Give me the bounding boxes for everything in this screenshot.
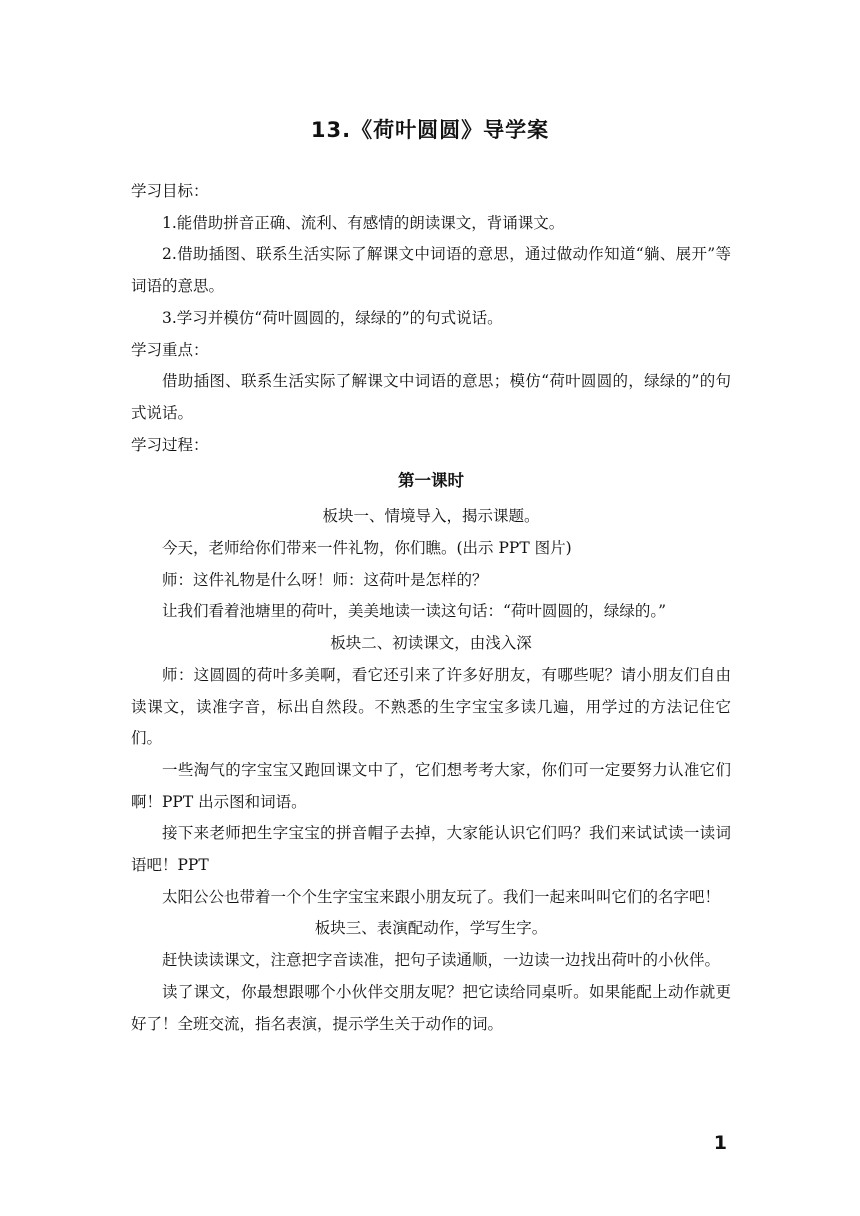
section1-paragraph: 今天，老师给你们带来一件礼物，你们瞧。(出示 PPT 图片)	[162, 539, 572, 558]
section2-paragraph: 一些淘气的字宝宝又跑回课文中了，它们想考考大家，你们可一定要努力认准它们啊！PPT 出示图和词语。	[131, 760, 731, 811]
goals-label: 学习目标：	[131, 182, 209, 200]
section2-heading: 板块二、初读课文，由浅入深	[330, 634, 532, 653]
section2-paragraph: 太阳公公也带着一个个生字宝宝来跟小朋友玩了。我们一起来叫叫它们的名字吧！	[162, 887, 721, 906]
focus-text: 借助插图、联系生活实际了解课文中词语的意思；模仿“荷叶圆圆的，绿绿的”的句式说话。	[131, 372, 731, 422]
lesson-heading: 第一课时	[398, 471, 464, 491]
goal-item-3: 3.学习并模仿“荷叶圆圆的，绿绿的”的句式说话。	[162, 308, 503, 327]
section1-heading: 板块一、情境导入，揭示课题。	[322, 507, 540, 526]
section1-paragraph: 师：这件礼物是什么呀！师：这荷叶是怎样的？	[162, 570, 488, 589]
section2-paragraph: 师：这圆圆的荷叶多美啊，看它还引来了许多好朋友，有哪些呢？请小朋友们自由读课文，读准字音，标出自然段。不熟悉的生字宝宝多读几遍，用学过的方法记住它们。	[131, 665, 731, 748]
goal-item-1: 1.能借助拼音正确、流利、有感情的朗读课文，背诵课文。	[162, 213, 565, 232]
section1-paragraph: 让我们看着池塘里的荷叶，美美地读一读这句话：“荷叶圆圆的，绿绿的。”	[162, 602, 667, 621]
section3-paragraph: 读了课文，你最想跟哪个小伙伴交朋友呢？把它读给同桌听。如果能配上动作就更好了！全班交流，指名表演，提示学生关于动作的词。	[131, 982, 731, 1033]
process-label: 学习过程：	[131, 435, 209, 454]
section3-heading: 板块三、表演配动作，学写生字。	[314, 919, 548, 938]
section3-paragraph: 赶快读读课文，注意把字音读准，把句子读通顺，一边读一边找出荷叶的小伙伴。	[162, 951, 721, 970]
document-body	[131, 176, 731, 1040]
page-number: 1	[713, 1132, 727, 1154]
focus-label: 学习重点：	[131, 340, 209, 359]
section2-paragraph: 接下来老师把生字宝宝的拼音帽子去掉，大家能认识它们吗？我们来试试读一读词语吧！PPT	[131, 824, 731, 875]
document-title: 13.《荷叶圆圆》导学案	[310, 118, 550, 142]
goal-item-2: 2.借助插图、联系生活实际了解课文中词语的意思，通过做动作知道“躺、展开”等词语的意思。	[131, 245, 731, 296]
